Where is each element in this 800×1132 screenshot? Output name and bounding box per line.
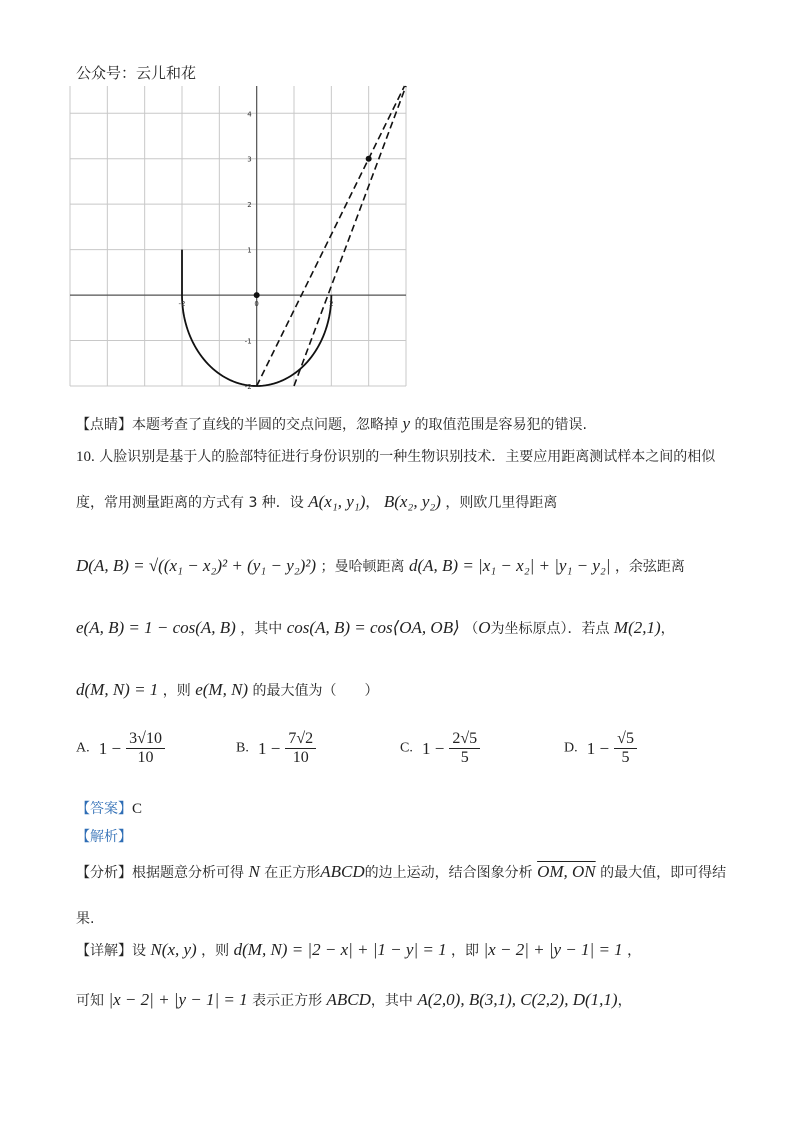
option-c-label: C. — [400, 740, 413, 756]
question-line-1 — [76, 446, 715, 466]
detail-text-c: ，即 — [451, 943, 480, 959]
y-tick-label: 2 — [247, 201, 252, 210]
question-text-3b: ，余弦距离 — [614, 559, 685, 575]
detail-text-b: ，则 — [201, 943, 230, 959]
fenxi-text-d: 的最大值，即可得结 — [600, 865, 727, 881]
question-line-4 — [76, 618, 675, 638]
origin-symbol: O — [478, 618, 491, 637]
question-text-1: 人脸识别是基于人的脸部特征进行身份识别的一种生物识别技术．主要应用距离测试样本之间的相似 — [99, 449, 716, 465]
option-c-num: 2√5 — [449, 730, 480, 749]
detail-eq2: |x − 2| + |y − 1| = 1 — [483, 940, 623, 959]
option-d[interactable] — [564, 730, 637, 767]
fenxi-vectors: OM, ON — [537, 862, 596, 881]
x-tick-label: 0 — [254, 300, 259, 309]
fenxi-text-a: 根据题意分析可得 — [132, 865, 244, 881]
answer-value: C — [132, 801, 143, 817]
detail-eq1: d(M, N) = |2 − x| + |1 − y| = 1 — [233, 940, 447, 959]
point-a: A(x₁, y₁) — [308, 492, 366, 511]
detail-text-d: ， — [627, 943, 642, 959]
question-text-2a: 度，常用测量距离的方式有 3 种．设 — [76, 495, 304, 511]
answer-line — [76, 798, 142, 818]
question-line-5 — [76, 680, 379, 700]
target-expr: e(M, N) — [195, 680, 249, 699]
detail-vertices: A(2,0), B(3,1), C(2,2), D(1,1) — [417, 990, 618, 1009]
option-a[interactable] — [76, 730, 165, 767]
option-d-label: D. — [564, 740, 578, 756]
detail-line-1 — [76, 940, 641, 960]
x-tick-label: 2 — [329, 300, 334, 309]
graph-point-2 — [366, 156, 372, 162]
question-line-3 — [76, 556, 685, 576]
question-number: 10. — [76, 449, 95, 465]
option-a-den: 10 — [137, 749, 154, 766]
question-text-2b: ，则欧几里得距离 — [445, 495, 558, 511]
detail-line2-c: ，其中 — [370, 993, 413, 1009]
manhattan-formula: d(A, B) = |x₁ − x₂| + |y₁ − y₂| — [408, 556, 611, 575]
question-text-5b: 的最大值为（ ） — [252, 683, 379, 699]
option-d-pre: 1 − — [586, 738, 610, 758]
detail-line2-b: 表示正方形 — [252, 993, 323, 1009]
y-tick-label: 3 — [247, 155, 252, 164]
cosine-definition: cos(A, B) = cos⟨OA, OB⟩ — [286, 618, 460, 637]
detail-line2-d: ， — [617, 993, 632, 1009]
y-tick-label: -2 — [244, 383, 252, 391]
comment-tag: 【点睛】 — [76, 417, 132, 433]
option-c[interactable] — [400, 730, 480, 767]
y-tick-label: -1 — [244, 337, 252, 346]
y-tick-label: 4 — [247, 110, 252, 119]
option-c-pre: 1 − — [421, 738, 445, 758]
cosine-distance: e(A, B) = 1 − cos(A, B) — [76, 618, 236, 637]
detail-tag: 【详解】 — [76, 943, 132, 959]
question-text-5a: ，则 — [162, 683, 191, 699]
comment-text-b: 的取值范围是容易犯的错误. — [414, 417, 587, 433]
point-sep: ， — [365, 495, 380, 511]
function-graph — [70, 86, 406, 391]
graph-point-1 — [254, 292, 260, 298]
option-b-label: B. — [236, 740, 249, 756]
option-d-den: 5 — [621, 749, 630, 766]
fenxi-square: ABCD — [320, 862, 365, 881]
detail-line2-a: 可知 — [76, 993, 104, 1009]
condition: d(M, N) = 1 — [76, 680, 159, 699]
question-text-4d: ， — [660, 621, 675, 637]
point-m: M(2,1) — [613, 618, 661, 637]
graph-ticks — [179, 110, 334, 391]
y-tick-label: 1 — [247, 246, 252, 255]
option-b[interactable] — [236, 730, 316, 767]
detail-text-a: 设 — [132, 943, 146, 959]
option-a-label: A. — [76, 740, 90, 756]
euclid-formula: D(A, B) = √((x₁ − x₂)² + (y₁ − y₂)²) — [76, 556, 317, 575]
fenxi-tag: 【分析】 — [76, 865, 132, 881]
detail-nxy: N(x, y) — [150, 940, 197, 959]
detail-line-2 — [76, 990, 632, 1010]
comment-line — [76, 414, 587, 434]
fenxi-line-1 — [76, 862, 726, 882]
option-b-pre: 1 − — [257, 738, 281, 758]
detail-eq3: |x − 2| + |y − 1| = 1 — [108, 990, 248, 1009]
option-b-num: 7√2 — [285, 730, 316, 749]
fenxi-var-n: N — [248, 862, 260, 881]
detail-square: ABCD — [326, 990, 371, 1009]
fenxi-text-c: 的边上运动，结合图象分析 — [364, 865, 533, 881]
comment-var: y — [402, 414, 410, 433]
analysis-tag: 【解析】 — [76, 829, 132, 845]
comment-text-a: 本题考查了直线的半圆的交点问题，忽略掉 — [132, 417, 398, 433]
question-text-4b: （ — [464, 621, 479, 637]
option-a-pre: 1 − — [98, 738, 122, 758]
option-d-num: √5 — [614, 730, 637, 749]
question-text-4c: 为坐标原点）．若点 — [490, 621, 610, 637]
graph-grid — [70, 86, 406, 386]
question-text-4a: ，其中 — [240, 621, 283, 637]
question-line-2 — [76, 492, 557, 512]
fenxi-text-b: 在正方形 — [264, 865, 321, 881]
option-c-den: 5 — [460, 749, 469, 766]
x-tick-label: -2 — [178, 300, 186, 309]
option-a-num: 3√10 — [126, 730, 165, 749]
watermark: 公众号：云儿和花 — [76, 64, 197, 82]
fenxi-text-e: 果. — [76, 911, 95, 927]
question-text-3a: ；曼哈顿距离 — [320, 559, 405, 575]
answer-tag: 【答案】 — [76, 801, 132, 817]
option-b-den: 10 — [292, 749, 309, 766]
point-b: B(x₂, y₂) — [383, 492, 441, 511]
